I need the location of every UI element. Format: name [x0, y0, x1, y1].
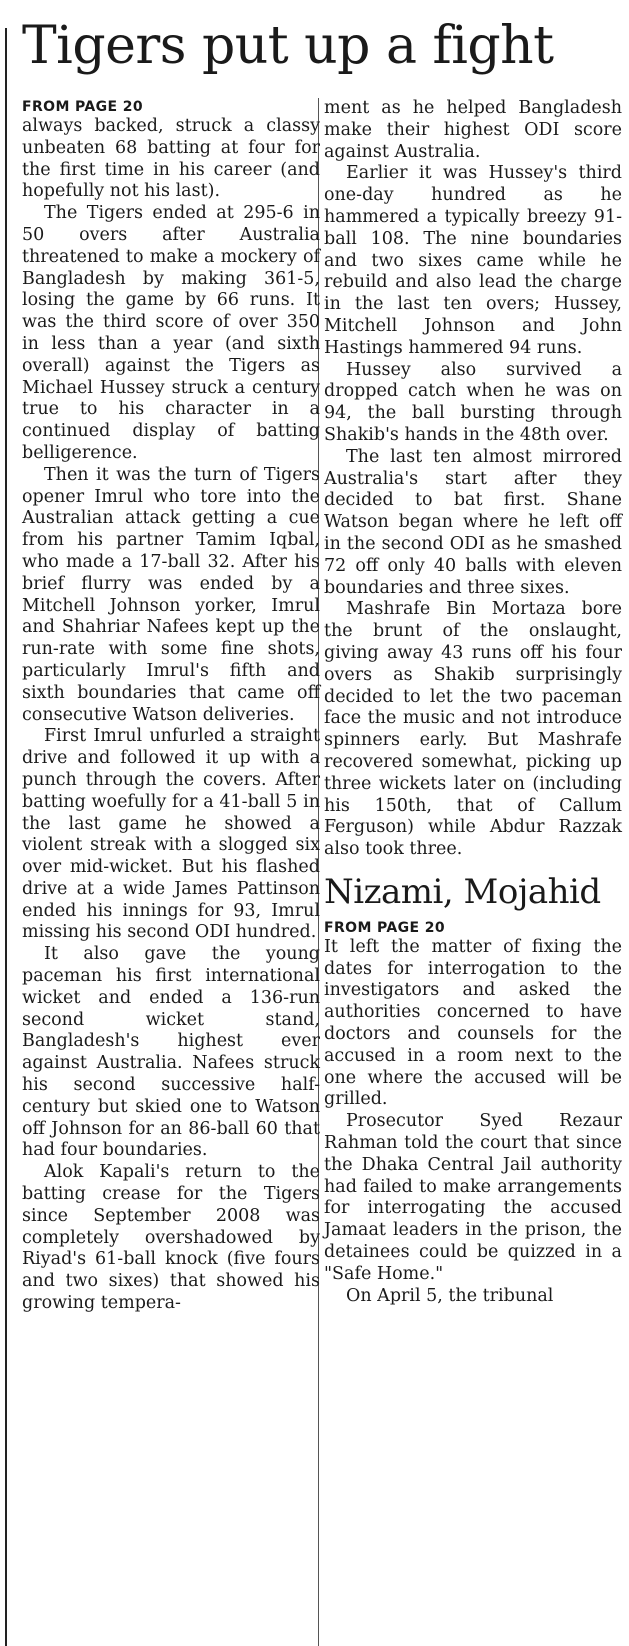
- paragraph: always backed, struck a classy unbeaten 68 batting at four for the first time in his career (and hopefully not his last).: [22, 116, 320, 202]
- paragraph: It also gave the young paceman his first international wicket and ended a 136-run second wicket stand, Bangladesh's highest ever against Australia. Nafees struck his second successive half-century but skied one to Watson off Johnson for an 86-ball 60 that had four boundaries.: [22, 944, 320, 1161]
- paragraph: Earlier it was Hussey's third one-day hundred as he hammered a typically breezy 91-ball 108. The nine boundaries and two sixes came while he rebuild and also lead the charge in the last ten overs; Hussey, Mitchell Johnson and John Hastings hammered 94 runs.: [324, 163, 622, 358]
- paragraph: On April 5, the tribunal: [346, 1285, 554, 1306]
- story1-kicker: FROM PAGE 20: [22, 99, 144, 115]
- story2-kicker: FROM PAGE 20: [324, 919, 446, 936]
- paragraph: Then it was the turn of Tigers opener Imrul who tore into the Australian attack getting a cue from his partner Tamim Iqbal, who made a 17-ball 32. After his brief flurry was ended by a Mitchell Johnson yorker, Imrul and Shahriar Nafees kept up the run-rate with some fine shots, particularly Imrul's fifth and sixth boundaries that came off consecutive Watson deliveries.: [22, 464, 320, 725]
- paragraph: First Imrul unfurled a straight drive and followed it up with a punch through the covers. After batting woefully for a 41-ball 5 in the last game he showed a violent streak with a slogged six over mid-wicket. But his flashed drive at a wide James Pattinson ended his innings for 93, Imrul missing his second ODI hundred.: [22, 726, 320, 943]
- paragraph: ment as he helped Bangladesh make their highest ODI score against Australia.: [324, 98, 622, 162]
- paragraph: Alok Kapali's return to the batting crease for the Tigers since September 2008 was completely overshadowed by Riyad's 61-ball knock (five fours and two sixes) that showed his growing tempera-: [22, 1162, 320, 1314]
- paragraph: The Tigers ended at 295-6 in 50 overs after Australia threatened to make a mockery of Bangladesh by making 361-5, losing the game by 66 runs. It was the third score of over 350 in less than a year (and sixth overall) against the Tigers as Michael Hussey struck a century true to his character in a continued display of batting belligerence.: [22, 203, 320, 463]
- story1-column-2: [324, 98, 622, 1307]
- headline-nizami-mojahid: Nizami, Mojahid: [324, 871, 601, 912]
- headline-tigers: Tigers put up a fight: [22, 16, 554, 76]
- paragraph: The last ten almost mirrored Australia's start after they decided to bat first. Shane Watson began where he left off in the second ODI as he smashed 72 off only 40 balls with eleven boundaries and three sixes.: [324, 446, 622, 598]
- paragraph: It left the matter of fixing the dates for interrogation to the investigators and asked the authorities concerned to have doctors and counsels for the accused in a room next to the one where the accused will be grilled.: [324, 936, 622, 1110]
- paragraph: Hussey also survived a dropped catch when he was on 94, the ball bursting through Shakib's hands in the 48th over.: [324, 359, 622, 445]
- paragraph: Mashrafe Bin Mortaza bore the brunt of the onslaught, giving away 43 runs off his four overs as Shakib surprisingly decided to let the two paceman face the music and not introduce spinners early. But Mashrafe recovered somewhat, picking up three wickets later on (including his 150th, that of Callum Ferguson) while Abdur Razzak also took three.: [324, 599, 622, 860]
- column-rule-left: [5, 28, 7, 1646]
- paragraph: Prosecutor Syed Rezaur Rahman told the court that since the Dhaka Central Jail authority had failed to make arrangements for interrogating the accused Jamaat leaders in the prison, the detainees could be quizzed in a "Safe Home.": [324, 1111, 622, 1284]
- story1-column-1: [22, 98, 320, 1315]
